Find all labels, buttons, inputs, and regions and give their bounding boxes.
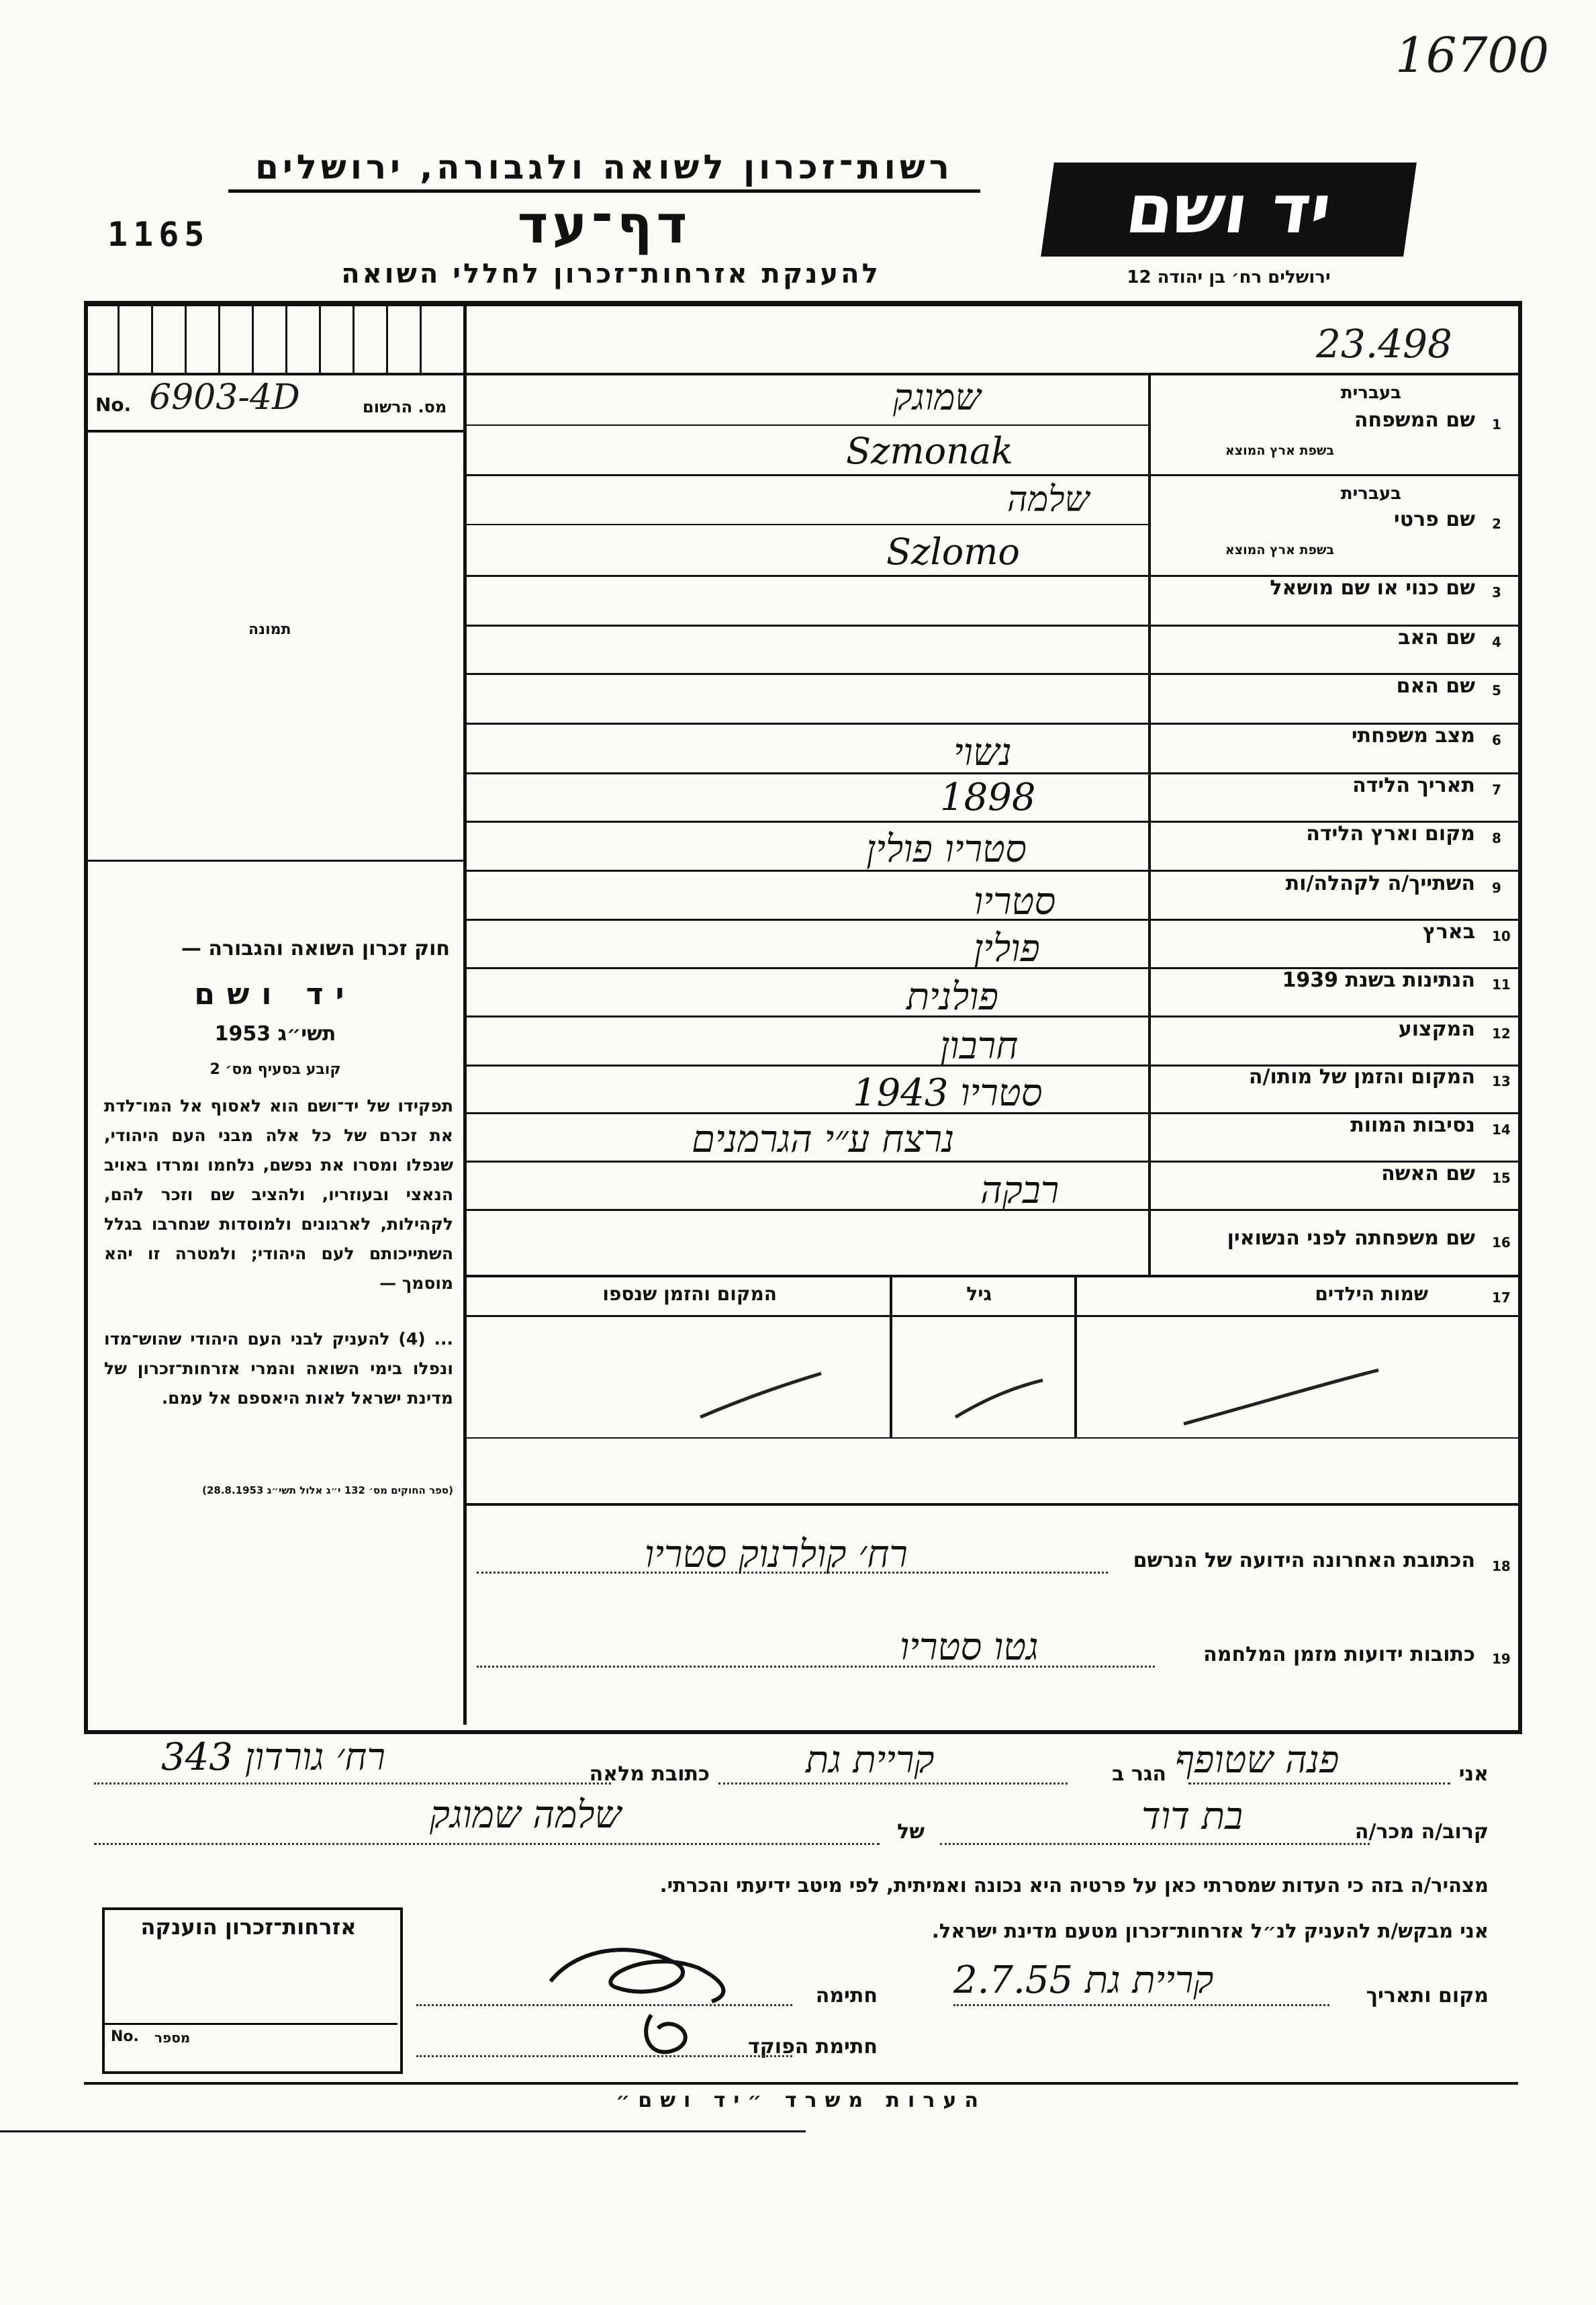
decl-address-label: כתובת מלאה xyxy=(589,1762,710,1786)
decl-of-value: שלמה שמוגק xyxy=(430,1793,622,1837)
law-clause: קובע בסעיף מס׳ 2 xyxy=(209,1061,341,1078)
decl-relative-label: קרוב/ה מכר/ה xyxy=(1354,1820,1489,1844)
field-1-value: שמוגק xyxy=(893,376,981,418)
field-10-label: בארץ xyxy=(1422,920,1475,944)
decl-resides-label: הגר ב xyxy=(1112,1762,1166,1786)
field-15-number: 15 xyxy=(1492,1170,1511,1186)
field-16-number: 16 xyxy=(1492,1234,1511,1251)
law-title: חוק זכרון השואה והגבורה — xyxy=(181,937,450,960)
law-year: תשי״ג 1953 xyxy=(214,1022,336,1046)
field-18-value: רח׳ קולרנוק סטריו xyxy=(645,1533,908,1576)
field-19-number: 19 xyxy=(1492,1651,1511,1667)
registration-no-label: No. xyxy=(95,394,132,416)
field-2-value-latin: Szlomo xyxy=(886,531,1020,573)
decl-officer-label: חתימת הפוקד xyxy=(748,2035,878,2059)
citizenship-box-no-label: No. xyxy=(111,2028,139,2045)
field-12-value: חרבון xyxy=(940,1024,1019,1068)
children-col-place: המקום והזמן שנספו xyxy=(602,1283,777,1305)
field-8-number: 8 xyxy=(1492,830,1501,846)
law-source: (ספר החוקים מס׳ 132 י״ג אלול תשי״ג 28.8.1953) xyxy=(202,1484,453,1496)
sheet-number: 1165 xyxy=(107,215,210,254)
field-6-value: נשוי xyxy=(953,731,1012,774)
field-4-label: שם האב xyxy=(1398,626,1475,649)
photo-label: תמונה xyxy=(248,621,291,638)
decl-i-label: אני xyxy=(1458,1762,1489,1786)
law-paragraph-2: ... (4) להעניק לבני העם היהודי שהוש־מדו ונפלו בימי השואה והמרי אזרחות־זכרון של מדינת ישראל לאות היאספם אל עמם. xyxy=(104,1329,453,1408)
decl-statement-2: אני מבקש/ת להעניק לנ״ל אזרחות־זכרון מטעם מדינת ישראל. xyxy=(931,1919,1489,1942)
field-6-number: 6 xyxy=(1492,732,1501,748)
field-13-value: סטריו 1943 xyxy=(853,1071,1043,1115)
field-2-value: שלמה xyxy=(1007,480,1090,520)
field-10-value: פולין xyxy=(974,927,1040,970)
field-5-number: 5 xyxy=(1492,682,1501,698)
field-4-number: 4 xyxy=(1492,634,1501,650)
field-18-number: 18 xyxy=(1492,1558,1511,1574)
field-7-label: תאריך הלידה xyxy=(1352,774,1475,797)
decl-relative-value: בת דוד xyxy=(1141,1795,1243,1838)
field-11-label: הנתינות בשנת 1939 xyxy=(1282,968,1475,992)
children-empty-strikes xyxy=(465,1316,1518,1437)
decl-place-date-value: קריית גת 2.7.55 xyxy=(953,1958,1214,2002)
field-2-number: 2 xyxy=(1492,516,1501,532)
registration-label: מס. הרשום xyxy=(363,398,447,416)
field-1-value-latin: Szmonak xyxy=(846,430,1013,472)
witness-signature xyxy=(537,1934,752,2069)
field-10-number: 10 xyxy=(1492,928,1511,944)
field-18-label: הכתובת האחרונה הידועה של הנרשם xyxy=(1133,1549,1475,1572)
field-13-number: 13 xyxy=(1492,1073,1511,1089)
decl-i-value: פנה שטופף xyxy=(1175,1738,1340,1782)
decl-place-date-label: מקום ותאריך xyxy=(1366,1984,1489,2007)
field-8-label: מקום וארץ הלידה xyxy=(1306,822,1475,846)
field-2-label: שם פרטי xyxy=(1393,508,1475,531)
field-6-label: מצב משפחתי xyxy=(1351,724,1475,748)
field-7-value: 1898 xyxy=(940,776,1036,819)
field-3-number: 3 xyxy=(1492,584,1501,600)
field-1-sub-origin: בשפת ארץ המוצא xyxy=(1225,443,1334,458)
field-14-label: נסיבות המוות xyxy=(1350,1114,1475,1137)
field-19-value: גטו סטריו xyxy=(900,1625,1039,1669)
law-name: יד ושם xyxy=(194,977,357,1011)
field-1-label: שם המשפחה xyxy=(1354,408,1475,432)
form-title: דף־עד xyxy=(517,195,692,255)
field-3-label: שם כנוי או שם מושאל xyxy=(1270,576,1475,600)
field-14-number: 14 xyxy=(1492,1122,1511,1138)
corner-number: 16700 xyxy=(1395,27,1549,83)
footer-remarks: הערות משרד ״יד ושם״ xyxy=(616,2089,986,2112)
field-1-number: 1 xyxy=(1492,416,1501,433)
field-2-sub-hebrew: בעברית xyxy=(1340,484,1401,504)
citizenship-box-num-label: מספר xyxy=(154,2030,191,2046)
field-15-label: שם האשה xyxy=(1381,1162,1475,1185)
field-11-value: פולנית xyxy=(906,975,998,1019)
field-13-label: המקום והזמן של מותו/ה xyxy=(1248,1065,1475,1089)
field-12-label: המקצוע xyxy=(1398,1018,1475,1041)
children-col-names: שמות הילדים xyxy=(1315,1283,1428,1305)
field-12-number: 12 xyxy=(1492,1026,1511,1042)
children-col-age: גיל xyxy=(966,1283,992,1305)
field-5-label: שם האם xyxy=(1396,674,1475,698)
form-id-handwritten: 23.498 xyxy=(1316,321,1452,367)
field-9-number: 9 xyxy=(1492,880,1501,896)
field-11-number: 11 xyxy=(1492,977,1511,993)
authority-line: רשות־זכרון לשואה ולגבורה, ירושלים xyxy=(228,148,980,193)
registration-number: 6903-4D xyxy=(149,377,300,418)
field-16-label: שם משפחתה לפני הנשואין xyxy=(1227,1226,1475,1250)
field-9-label: השתייך/ה לקהלה/ות xyxy=(1285,872,1475,895)
decl-signature-label: חתימה xyxy=(815,1984,878,2007)
field-19-label: כתובות ידועות מזמן המלחמה xyxy=(1203,1643,1475,1666)
field-15-value: רבקה xyxy=(980,1169,1060,1212)
yad-vashem-logo: יד ושם xyxy=(1041,163,1417,257)
logo-address: ירושלים רח׳ בן יהודה 12 xyxy=(1127,267,1331,287)
form-subtitle: להענקת אזרחות־זכרון לחללי השואה xyxy=(341,259,881,289)
field-14-value: נרצח ע״י הגרמנים xyxy=(692,1118,955,1161)
field-1-sub-hebrew: בעברית xyxy=(1340,383,1401,403)
law-paragraph-1: תפקידו של יד־ושם הוא לאסוף אל המו־לדת את זכרם של כל אלה מבני העם היהודי, שנפלו ומסרו את נפשם, נלחמו ומרדו באויב הנאצי ובעוזריו, ולהציב שם וזכר להם, לקהילות, לארגונים ולמוסדות שנחרבו בגלל השתייכותם לעם היהודי; ולמטרה זו יהא מוסמך — xyxy=(104,1096,453,1293)
decl-of-label: של xyxy=(897,1820,925,1844)
decl-address-value: רח׳ גורדון 343 xyxy=(161,1735,385,1779)
field-17-number: 17 xyxy=(1492,1290,1511,1306)
citizenship-box-title: אזרחות־זכרון הוענקה xyxy=(140,1914,357,1940)
field-8-value: סטריו פולין xyxy=(866,827,1027,871)
form-frame xyxy=(84,301,1522,1734)
decl-statement-1: מצהיר/ה בזה כי העדות שמסרתי כאן על פרטיה היא נכונה ואמיתית, לפי מיטב ידיעתי והכרתי. xyxy=(659,1874,1489,1897)
field-2-sub-origin: בשפת ארץ המוצא xyxy=(1225,543,1334,557)
decl-city-value: קריית גת xyxy=(806,1738,935,1782)
field-7-number: 7 xyxy=(1492,782,1501,798)
field-9-value: סטריו xyxy=(974,880,1056,923)
